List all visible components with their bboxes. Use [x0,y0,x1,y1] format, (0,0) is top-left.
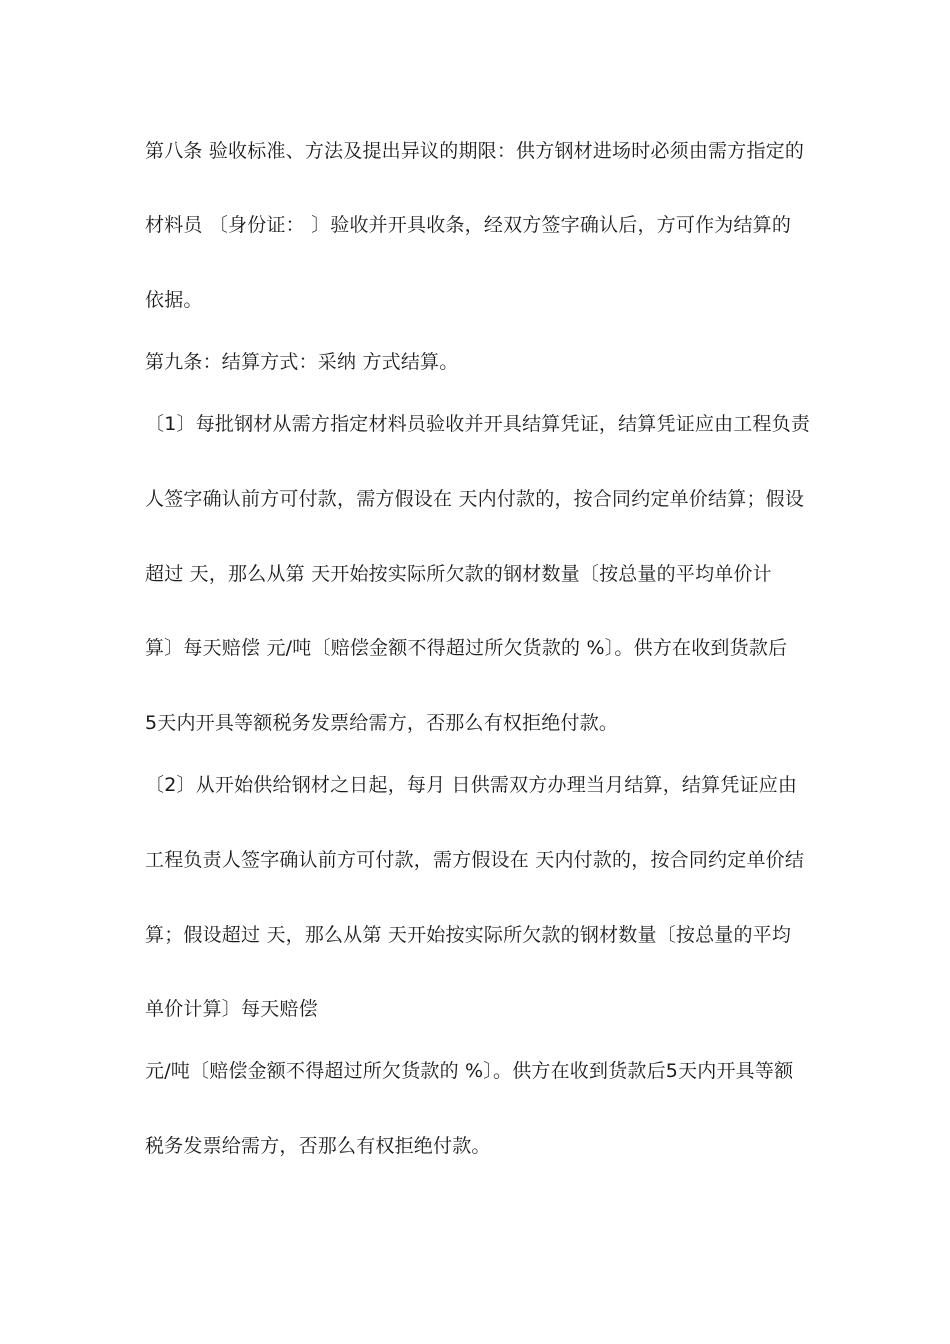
text-line-2: 材料员 〔身份证： 〕验收并开具收条，经双方签字确认后，方可作为结算的 [145,214,792,236]
text-line-9: 5天内开具等额税务发票给需方，否那么有权拒绝付款。 [145,712,619,734]
text-line-15: 税务发票给需方，否那么有权拒绝付款。 [145,1135,491,1157]
text-line-5: 〔1〕每批钢材从需方指定材料员验收并开具结算凭证，结算凭证应由工程负责 [145,413,811,435]
text-line-12: 算；假设超过 天，那么从第 天开始按实际所欠款的钢材数量〔按总量的平均 [145,924,792,946]
text-line-10: 〔2〕从开始供给钢材之日起，每月 日供需双方办理当月结算，结算凭证应由 [145,774,798,796]
text-line-3: 依据。 [145,289,203,311]
text-line-11: 工程负责人签字确认前方可付款，需方假设在 天内付款的，按合同约定单价结 [145,849,805,871]
text-line-6: 人签字确认前方可付款，需方假设在 天内付款的，按合同约定单价结算；假设 [145,488,805,510]
text-line-8: 算〕每天赔偿 元/吨〔赔偿金额不得超过所欠货款的 %〕。供方在收到货款后 [145,637,788,659]
text-line-14: 元/吨〔赔偿金额不得超过所欠货款的 %〕。供方在收到货款后5天内开具等额 [145,1060,794,1082]
text-line-1: 第八条 验收标准、方法及提出异议的期限：供方钢材进场时必须由需方指定的 [145,140,805,162]
text-line-13: 单价计算〕每天赔偿 [145,998,318,1020]
text-line-7: 超过 天，那么从第 天开始按实际所欠款的钢材数量〔按总量的平均单价计 [145,563,772,585]
text-line-4: 第九条：结算方式：采纳 方式结算。 [145,351,459,373]
